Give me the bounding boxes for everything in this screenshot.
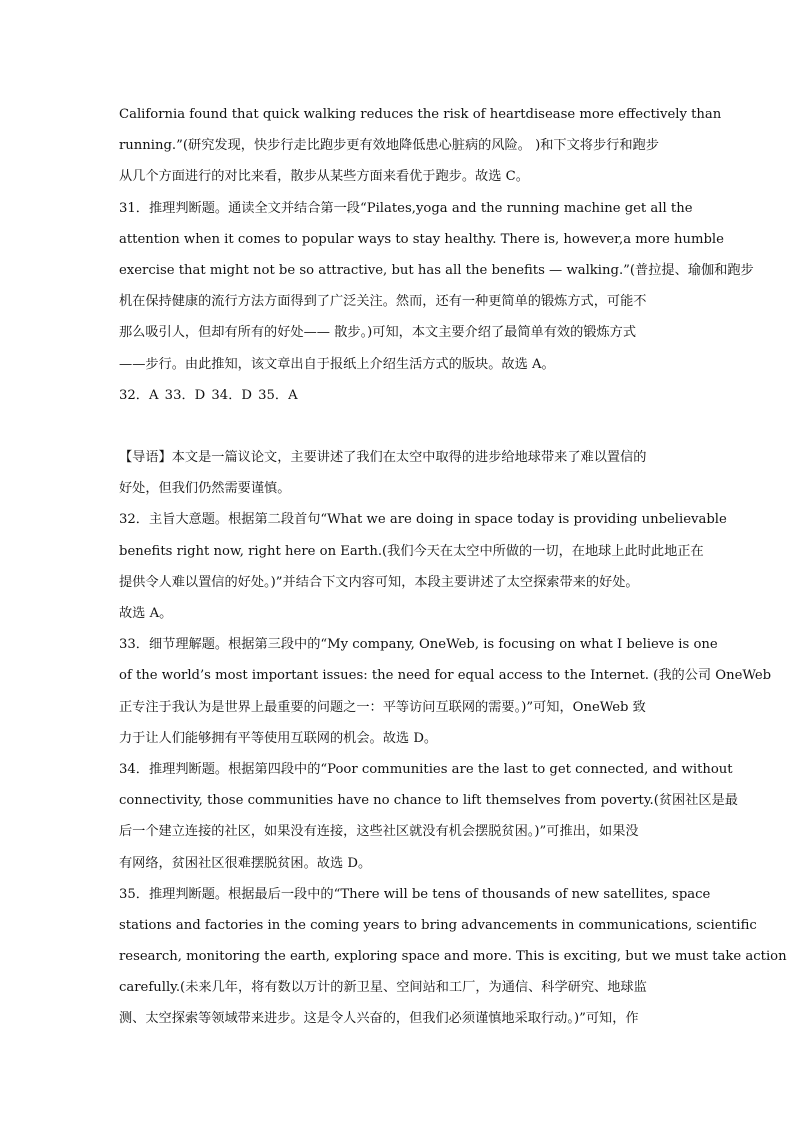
text-line: 提供令人难以置信的好处。)”并结合下文内容可知，本段主要讲述了太空探索带来的好处。	[119, 574, 639, 590]
question-31-explanation: 31．推理判断题。通读全文并结合第一段“Pilates,yoga and the running machine get all the	[119, 200, 693, 216]
section-answer-explanations-part1	[119, 99, 754, 411]
text-line: 正专注于我认为是世界上最重要的问题之一：平等访问互联网的需要。)”可知，OneWeb 致	[119, 699, 646, 715]
question-34-explanation: 34．推理判断题。根据第四段中的“Poor communities are the last to get connected, and without	[119, 761, 733, 777]
document-body	[119, 99, 787, 1035]
question-35-explanation: 35．推理判断题。根据最后一段中的“There will be tens of thousands of new satellites, space	[119, 886, 711, 902]
section-gap	[119, 411, 685, 442]
text-line: of the world’s most important issues: the need for equal access to the Internet. (我的公司 OneWeb	[119, 668, 772, 684]
text-line: 故选 A。	[119, 606, 173, 621]
text-line: 力于让人们能够拥有平等使用互联网的机会。故选 D。	[119, 730, 438, 746]
text-line: attention when it comes to popular ways to stay healthy. There is, however,a more humble	[119, 231, 724, 247]
answer-key-32-35: 32．A 33．D 34．D 35．A	[119, 387, 298, 403]
text-line: exercise that might not be so attractive, but has all the benefits — walking.”(普拉提、瑜伽和跑步	[119, 262, 754, 278]
text-line: connectivity, those communities have no chance to lift themselves from poverty.(贫困社区是最	[119, 793, 738, 809]
text-line: 从几个方面进行的对比来看，散步从某些方面来看优于跑步。故选 C。	[119, 169, 529, 185]
text-line: ——步行。由此推知，该文章出自于报纸上介绍生活方式的版块。故选 A。	[119, 356, 555, 372]
text-line: 后一个建立连接的社区，如果没有连接，这些社区就没有机会摆脱贫困。)”可推出，如果没	[119, 824, 639, 840]
text-line: 那么吸引人，但却有所有的好处—— 散步。)可知，本文主要介绍了最简单有效的锻炼方式	[119, 325, 637, 341]
text-line: 机在保持健康的流行方法方面得到了广泛关注。然而，还有一种更简单的锻炼方式，可能不	[119, 294, 647, 310]
text-line: stations and factories in the coming years to bring advancements in communications, scientific	[119, 917, 757, 933]
question-32-explanation: 32．主旨大意题。根据第二段首句“What we are doing in space today is providing unbelievable	[119, 512, 727, 528]
text-line: 好处，但我们仍然需要谨慎。	[119, 481, 291, 497]
text-line: 测、太空探索等领域带来进步。这是令人兴奋的，但我们必须谨慎地采取行动。)”可知，作	[119, 1011, 639, 1027]
text-line: carefully.(未来几年，将有数以万计的新卫星、空间站和工厂，为通信、科学研究、地球监	[119, 980, 647, 996]
text-line: benefits right now, right here on Earth.(我们今天在太空中所做的一切，在地球上此时此地正在	[119, 543, 704, 559]
section-answer-explanations-part2	[119, 442, 787, 1035]
text-line: running.”(研究发现，快步行走比跑步更有效地降低患心脏病的风险。 )和下文将步行和跑步	[119, 138, 659, 154]
guide-intro: 【导语】本文是一篇议论文，主要讲述了我们在太空中取得的进步给地球带来了难以置信的	[119, 450, 647, 466]
question-33-explanation: 33．细节理解题。根据第三段中的“My company, OneWeb, is focusing on what I believe is one	[119, 637, 718, 653]
text-line: California found that quick walking reduces the risk of heartdisease more effectively than	[119, 107, 722, 122]
text-line: research, monitoring the earth, exploring space and more. This is exciting, but we must take action	[119, 949, 787, 965]
text-line: 有网络，贫困社区很难摆脱贫困。故选 D。	[119, 855, 372, 871]
